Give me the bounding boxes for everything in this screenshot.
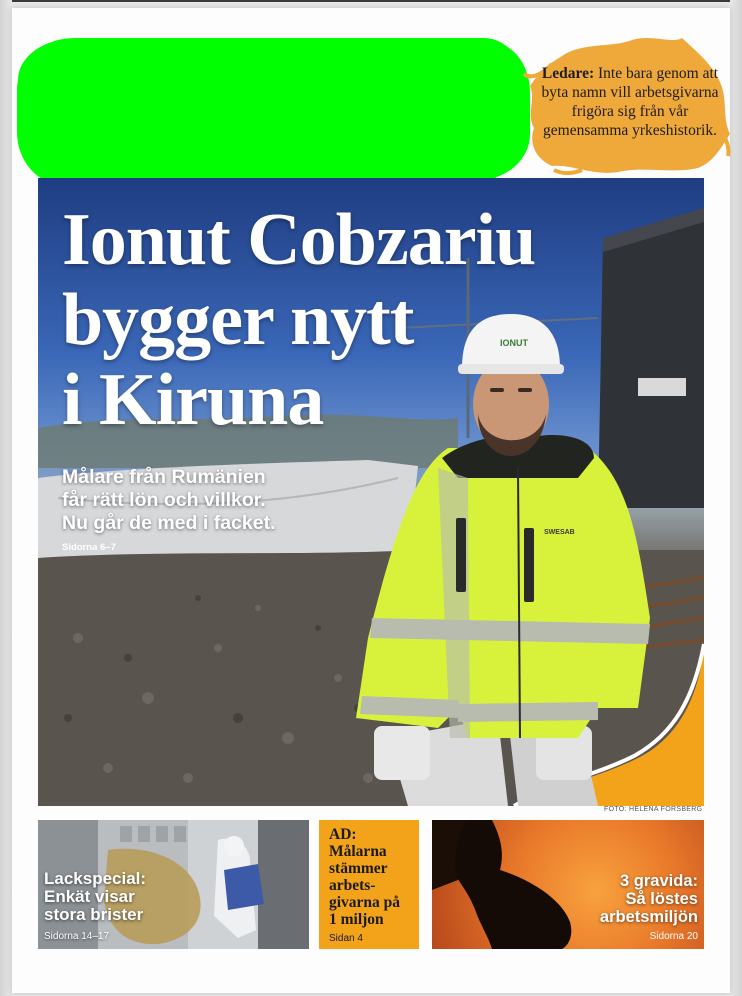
teaser-title xyxy=(548,872,698,926)
teaser-title-line: stora brister xyxy=(44,905,144,924)
cover-photo[interactable] xyxy=(38,178,704,806)
teaser-page-ref: Sidorna 20 xyxy=(649,931,698,942)
photo-credit: FOTO: HELENA FORSBERG xyxy=(604,806,703,813)
teaser-title-line: AD: xyxy=(329,826,357,843)
teaser-title-line: Så löstes xyxy=(625,890,698,908)
teaser-title-line: 1 miljon xyxy=(329,911,384,928)
left-page-shadow xyxy=(0,0,12,996)
vest-label: SWESAB xyxy=(544,529,575,536)
helmet-label: IONUT xyxy=(500,338,528,348)
top-border xyxy=(0,0,742,2)
teaser-title-line: givarna på xyxy=(329,894,401,911)
headline-line: i Kiruna xyxy=(62,359,324,441)
cover-page-ref: Sidorna 6–7 xyxy=(62,542,116,553)
teaser-title-line: Målarna xyxy=(329,843,387,860)
teaser-title xyxy=(44,870,146,924)
masthead-redacted xyxy=(18,38,526,180)
teaser-page-ref: Sidorna 14–17 xyxy=(44,931,110,942)
teaser-title-line: arbetsmiljön xyxy=(599,908,698,926)
headline-line: Ionut Cobzariu xyxy=(62,199,536,281)
teaser-gravida[interactable] xyxy=(432,820,704,949)
cover-headline[interactable] xyxy=(62,200,535,440)
teaser-title-line: stämmer xyxy=(329,860,388,877)
editorial-teaser[interactable] xyxy=(536,64,724,140)
teaser-title-line: arbets- xyxy=(329,877,376,894)
cover-subhead xyxy=(62,466,382,535)
teaser-title-line: Enkät visar xyxy=(44,887,135,906)
teaser-page-ref: Sidan 4 xyxy=(329,933,363,944)
teaser-lackspecial[interactable] xyxy=(38,820,309,949)
editorial-text: Inte bara genom att byta namn vill arbetsgivarna frigöra sig från vår gemensamma yrkeshistorik. xyxy=(541,65,719,139)
subhead-line: Målare från Rumänien xyxy=(62,466,266,488)
teaser-title-line: Lackspecial: xyxy=(44,869,147,888)
teaser-ad[interactable] xyxy=(319,820,419,949)
subhead-line: Nu går de med i facket. xyxy=(62,512,276,534)
editorial-label: Ledare: xyxy=(541,65,595,82)
teaser-title-line: 3 gravida: xyxy=(620,872,698,890)
headline-line: bygger nytt xyxy=(62,279,414,361)
subhead-line: får rätt lön och villkor. xyxy=(62,489,266,511)
teaser-title xyxy=(329,826,417,928)
